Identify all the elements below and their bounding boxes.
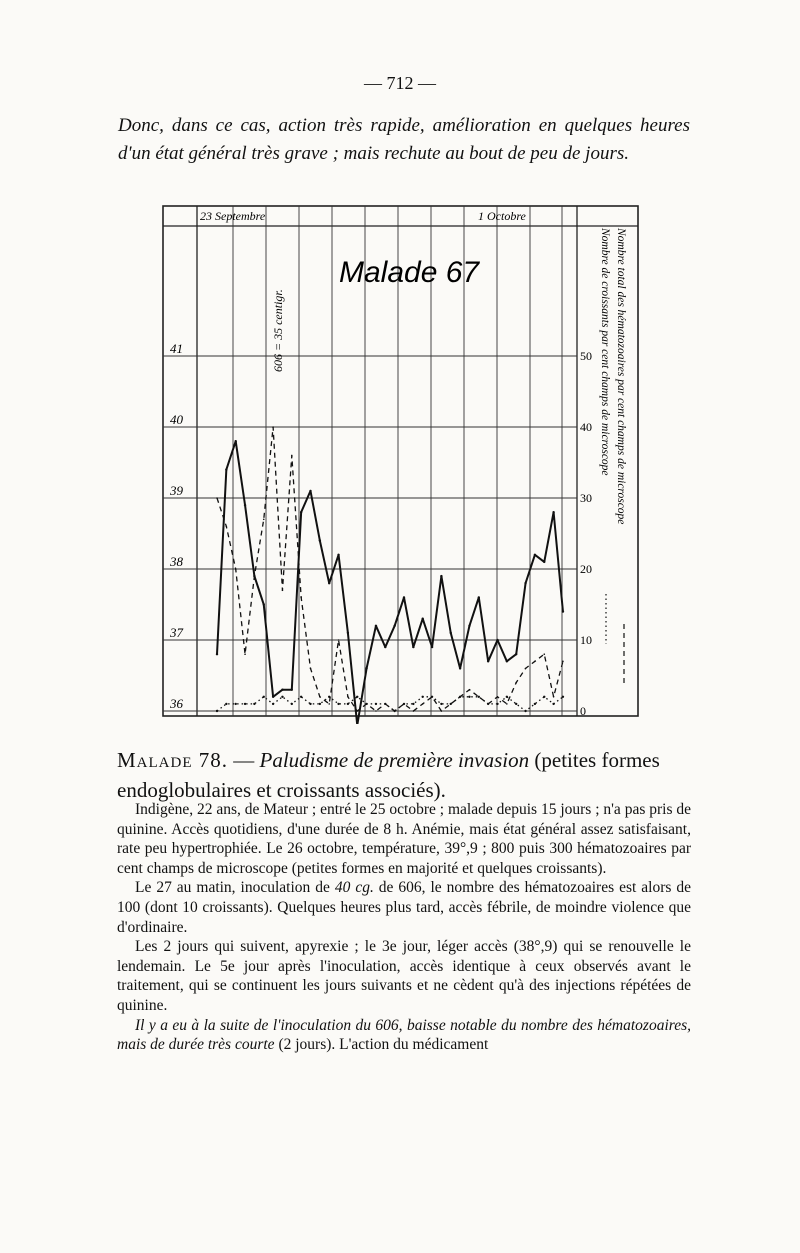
temperature-point [291, 689, 293, 691]
case-title: Paludisme de première invasion [259, 748, 530, 772]
croissants-point [412, 703, 414, 705]
temperature-point [422, 618, 424, 620]
hematozoa-point [216, 497, 218, 499]
temperature-point [225, 468, 227, 470]
temperature-point [337, 554, 339, 556]
hematozoa-point [413, 710, 415, 712]
croissants-point [216, 710, 218, 712]
hematozoa-point [244, 653, 246, 655]
legend-label: Nombre total des hématozoaires par cent champs de microscope [615, 228, 627, 525]
hematozoa-point [543, 653, 545, 655]
temperature-point [403, 596, 405, 598]
temperature-point [431, 646, 433, 648]
hematozoa-point [338, 639, 340, 641]
croissants-point [281, 696, 283, 698]
croissants-point [384, 703, 386, 705]
temperature-point [552, 511, 554, 513]
hematozoa-point [534, 661, 536, 663]
case-subtitle: (petites formes endoglobulaires et croissants associés). [117, 748, 660, 802]
hematozoa-point [300, 597, 302, 599]
y-right-tick-label: 50 [580, 349, 592, 363]
p4-italic: Il y a eu à la suite de l'inoculation du 606, baisse notable du nombre des hématozoaires, mais de durée très courte [117, 1016, 691, 1054]
croissants-point [496, 703, 498, 705]
hematozoa-point [328, 703, 330, 705]
body-paragraph-1: Indigène, 22 ans, de Mateur ; entré le 25 octobre ; malade depuis 15 jours ; n'a pas pris de quinine. Accès quotidiens, d'une durée de 8 h. Anémie, mais état général assez satisfaisant, rate peu hypertrophiée. Le 26 octobre, température, 39°,9 ; 800 puis 300 hématozoaires par cent champs de microscope (petites formes en majorité et quelques croissants). [117, 801, 691, 877]
temperature-point [263, 603, 265, 605]
croissants-point [403, 703, 405, 705]
hematozoa-point [506, 703, 508, 705]
p4-text: (2 jours). L'action du médicament [274, 1036, 489, 1054]
temperature-point [468, 625, 470, 627]
temperature-point [347, 632, 349, 634]
date-label: 1 Octobre [478, 209, 526, 223]
croissants-point [552, 703, 554, 705]
temperature-point [524, 582, 526, 584]
temperature-point [412, 646, 414, 648]
temperature-point [459, 667, 461, 669]
croissants-dotted-line [217, 697, 563, 711]
p2-text-a: Le 27 au matin, inoculation de [135, 879, 335, 897]
y-right-tick-label: 30 [580, 491, 592, 505]
croissants-point [319, 703, 321, 705]
temperature-point [309, 490, 311, 492]
croissants-point [309, 703, 311, 705]
hematozoa-point [226, 526, 228, 528]
temperature-point [384, 646, 386, 648]
body-paragraph-2 [117, 878, 691, 937]
croissants-point [450, 703, 452, 705]
hematozoa-point [235, 568, 237, 570]
croissants-point [459, 696, 461, 698]
hematozoa-point [422, 703, 424, 705]
temperature-point [534, 554, 536, 556]
croissants-point [272, 703, 274, 705]
p2-text-b: de 606, le nombre des hématozoaires est alors de 100 (dont 10 croissants). Quelques heures plus tard, accès fébrile, de moindre violence que d'ordinaire. [117, 879, 691, 936]
temperature-point [281, 689, 283, 691]
croissants-point [225, 703, 227, 705]
croissants-point [375, 703, 377, 705]
temperature-point [235, 440, 237, 442]
body-paragraph-3: Les 2 jours qui suivent, apyrexie ; le 3e jour, léger accès (38°,9) qui se renouvelle le lendemain. Le 5e jour après l'inoculation, accès identique à ceux observés avant le traitement, qui se continuent les jours suivants et ne cèdent qu'à des injections répétées de quinine. [117, 938, 691, 1014]
temperature-point [328, 582, 330, 584]
croissants-point [356, 696, 358, 698]
croissants-point [253, 703, 255, 705]
croissants-point [347, 703, 349, 705]
hematozoa-point [562, 661, 564, 663]
croissants-point [365, 703, 367, 705]
croissants-point [524, 710, 526, 712]
hematozoa-point [319, 696, 321, 698]
hematozoa-point [263, 519, 265, 521]
croissants-point [244, 703, 246, 705]
temperature-point [375, 625, 377, 627]
croissants-point [543, 696, 545, 698]
croissants-point [478, 696, 480, 698]
temperature-point [496, 639, 498, 641]
hematozoa-point [515, 682, 517, 684]
hematozoa-point [525, 668, 527, 670]
croissants-point [440, 703, 442, 705]
temperature-point [300, 511, 302, 513]
temperature-point [393, 625, 395, 627]
croissants-point [534, 703, 536, 705]
hematozoa-point [310, 668, 312, 670]
page-number: — 712 — [364, 73, 436, 93]
hematozoa-point [282, 590, 284, 592]
chart-legend [599, 227, 627, 684]
y-left-tick-label: 36 [170, 696, 183, 711]
hematozoa-point [553, 696, 555, 698]
temperature-point [244, 504, 246, 506]
croissants-point [422, 696, 424, 698]
croissants-point [515, 703, 517, 705]
heading-dash: — [228, 748, 260, 772]
case-heading [117, 745, 691, 805]
y-left-tick-label: 40 [170, 412, 183, 427]
croissants-point [431, 696, 433, 698]
croissants-point [337, 703, 339, 705]
y-left-tick-label: 37 [170, 625, 183, 640]
hematozoa-point [291, 455, 293, 457]
date-label: 23 Septembre [200, 209, 266, 223]
legend-label: Nombre de croissants par cent champs de microscope [599, 228, 611, 476]
y-left-tick-label: 38 [170, 554, 183, 569]
hematozoa-point [272, 426, 274, 428]
chart-labels [169, 209, 592, 724]
chart-title: Malade 67 [339, 256, 480, 289]
croissants-point [300, 696, 302, 698]
case-body [117, 800, 691, 1055]
hematozoa-point [497, 696, 499, 698]
hematozoa-point [254, 575, 256, 577]
temperature-point [450, 632, 452, 634]
croissants-point [263, 696, 265, 698]
croissants-point [328, 696, 330, 698]
croissants-point [235, 703, 237, 705]
temperature-point [506, 660, 508, 662]
temperature-chart [0, 204, 800, 724]
croissants-point [291, 703, 293, 705]
temperature-point [440, 575, 442, 577]
y-left-tick-label: 41 [170, 341, 183, 356]
intro-paragraph: Donc, dans ce cas, action très rapide, amélioration en quelques heures d'un état général très grave ; mais rechute au bout de peu de jours. [118, 115, 690, 164]
hematozoa-point [375, 710, 377, 712]
hematozoa-point [347, 696, 349, 698]
y-right-tick-label: 10 [580, 633, 592, 647]
croissants-point [562, 696, 564, 698]
hematozoa-point [469, 689, 471, 691]
p2-dose: 40 cg. [334, 879, 374, 897]
y-right-tick-label: 0 [580, 704, 586, 718]
temperature-point [365, 667, 367, 669]
hematozoa-point [356, 710, 358, 712]
inoculation-label: 606 = 35 centigr. [271, 289, 285, 372]
case-number: Malade 78. [117, 748, 228, 772]
temperature-point [319, 539, 321, 541]
temperature-point [478, 596, 480, 598]
temperature-point [515, 653, 517, 655]
croissants-point [468, 696, 470, 698]
temperature-line [217, 441, 563, 724]
croissants-point [506, 696, 508, 698]
temperature-point [216, 653, 218, 655]
y-right-tick-label: 40 [580, 420, 592, 434]
temperature-point [562, 610, 564, 612]
temperature-point [543, 561, 545, 563]
chart-series [216, 426, 564, 724]
croissants-point [487, 703, 489, 705]
temperature-point [272, 696, 274, 698]
croissants-point [393, 710, 395, 712]
y-left-tick-label: 39 [170, 483, 183, 498]
y-right-tick-label: 20 [580, 562, 592, 576]
temperature-point [487, 660, 489, 662]
body-paragraph-4 [117, 1016, 691, 1055]
hematozoa-point [441, 710, 443, 712]
